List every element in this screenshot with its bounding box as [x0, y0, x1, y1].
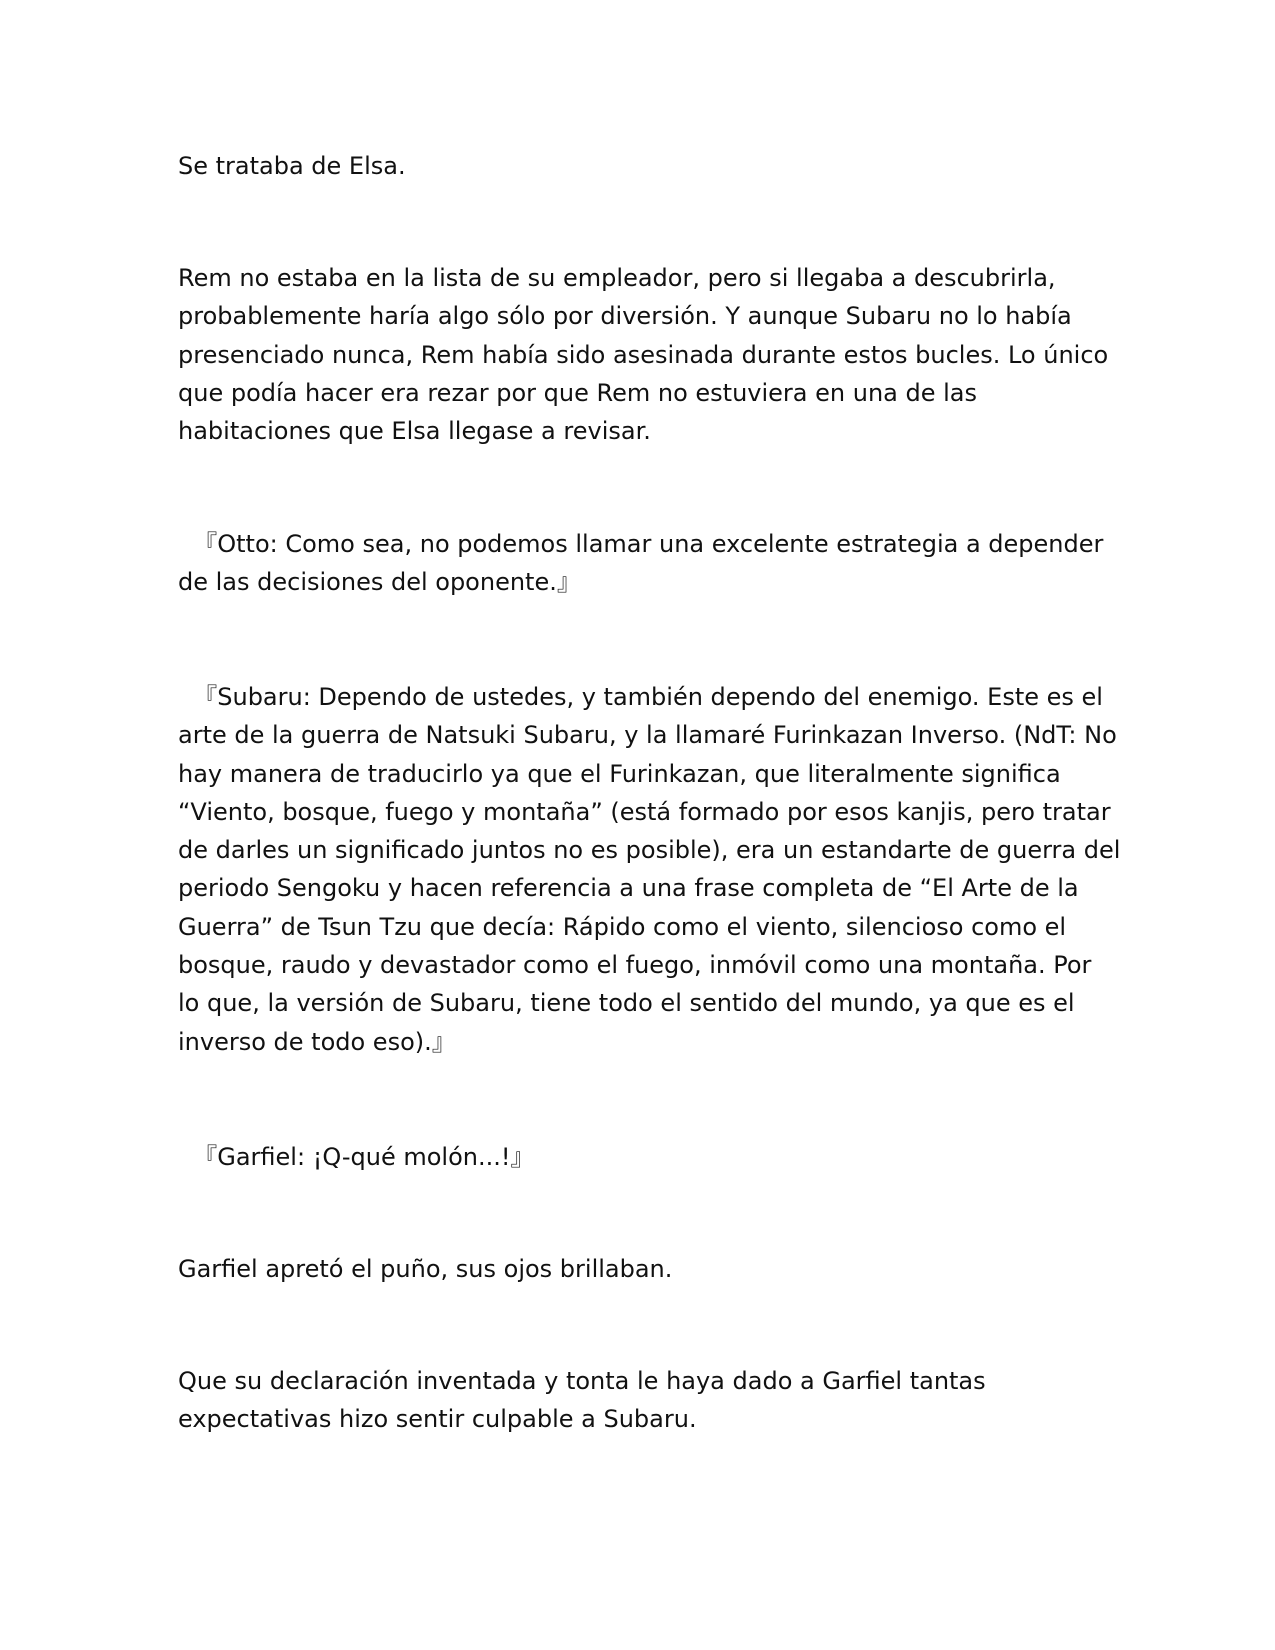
text-line: de darles un significado juntos no es posible), era un estandarte de guerra del	[178, 836, 1121, 865]
paragraph-elsa	[178, 147, 1108, 185]
dialogue-garfiel	[178, 1138, 1108, 1176]
text-line: hay manera de traducirlo ya que el Furinkazan, que literalmente significa	[178, 759, 1061, 788]
text-line: Guerra” de Tsun Tzu que decía: Rápido como el viento, silencioso como el	[178, 912, 1067, 941]
text-line: lo que, la versión de Subaru, tiene todo el sentido del mundo, ya que es el	[178, 989, 1075, 1018]
text-line: Garfiel apretó el puño, sus ojos brillaban.	[178, 1255, 673, 1283]
text-line: bosque, raudo y devastador como el fuego, inmóvil como una montaña. Por	[178, 951, 1092, 980]
text-line: que podía hacer era rezar por que Rem no estuviera en una de las	[178, 378, 977, 407]
text-line: 『Subaru: Dependo de ustedes, y también dependo del enemigo. Este es el	[178, 683, 1103, 711]
text-line: expectativas hizo sentir culpable a Subaru.	[178, 1405, 697, 1434]
text-line: 『Garfiel: ¡Q-qué molón...!』	[178, 1143, 535, 1171]
text-line: habitaciones que Elsa llegase a revisar.	[178, 417, 651, 446]
text-line: Se trataba de Elsa.	[178, 152, 406, 180]
text-line: Rem no estaba en la lista de su empleador, pero si llegaba a descubrirla,	[178, 264, 1056, 292]
dialogue-subaru	[178, 678, 1121, 1061]
text-line: presenciado nunca, Rem había sido asesinada durante estos bucles. Lo único	[178, 340, 1109, 369]
text-line: inverso de todo eso).』	[178, 1027, 456, 1056]
text-line: arte de la guerra de Natsuki Subaru, y la llamaré Furinkazan Inverso. (NdT: No	[178, 721, 1117, 750]
text-line: de las decisiones del oponente.』	[178, 568, 581, 597]
paragraph-garfiel-fist	[178, 1250, 1108, 1288]
text-line: periodo Sengoku y hacen referencia a una frase completa de “El Arte de la	[178, 874, 1079, 903]
dialogue-otto	[178, 525, 1108, 602]
text-line: probablemente haría algo sólo por diversión. Y aunque Subaru no lo había	[178, 302, 1072, 331]
text-line: 『Otto: Como sea, no podemos llamar una excelente estrategia a depender	[178, 530, 1104, 558]
paragraph-subaru-guilt	[178, 1362, 1108, 1439]
paragraph-rem	[178, 259, 1108, 450]
text-line: “Viento, bosque, fuego y montaña” (está formado por esos kanjis, pero tratar	[178, 797, 1111, 826]
text-line: Que su declaración inventada y tonta le haya dado a Garfiel tantas	[178, 1367, 986, 1395]
